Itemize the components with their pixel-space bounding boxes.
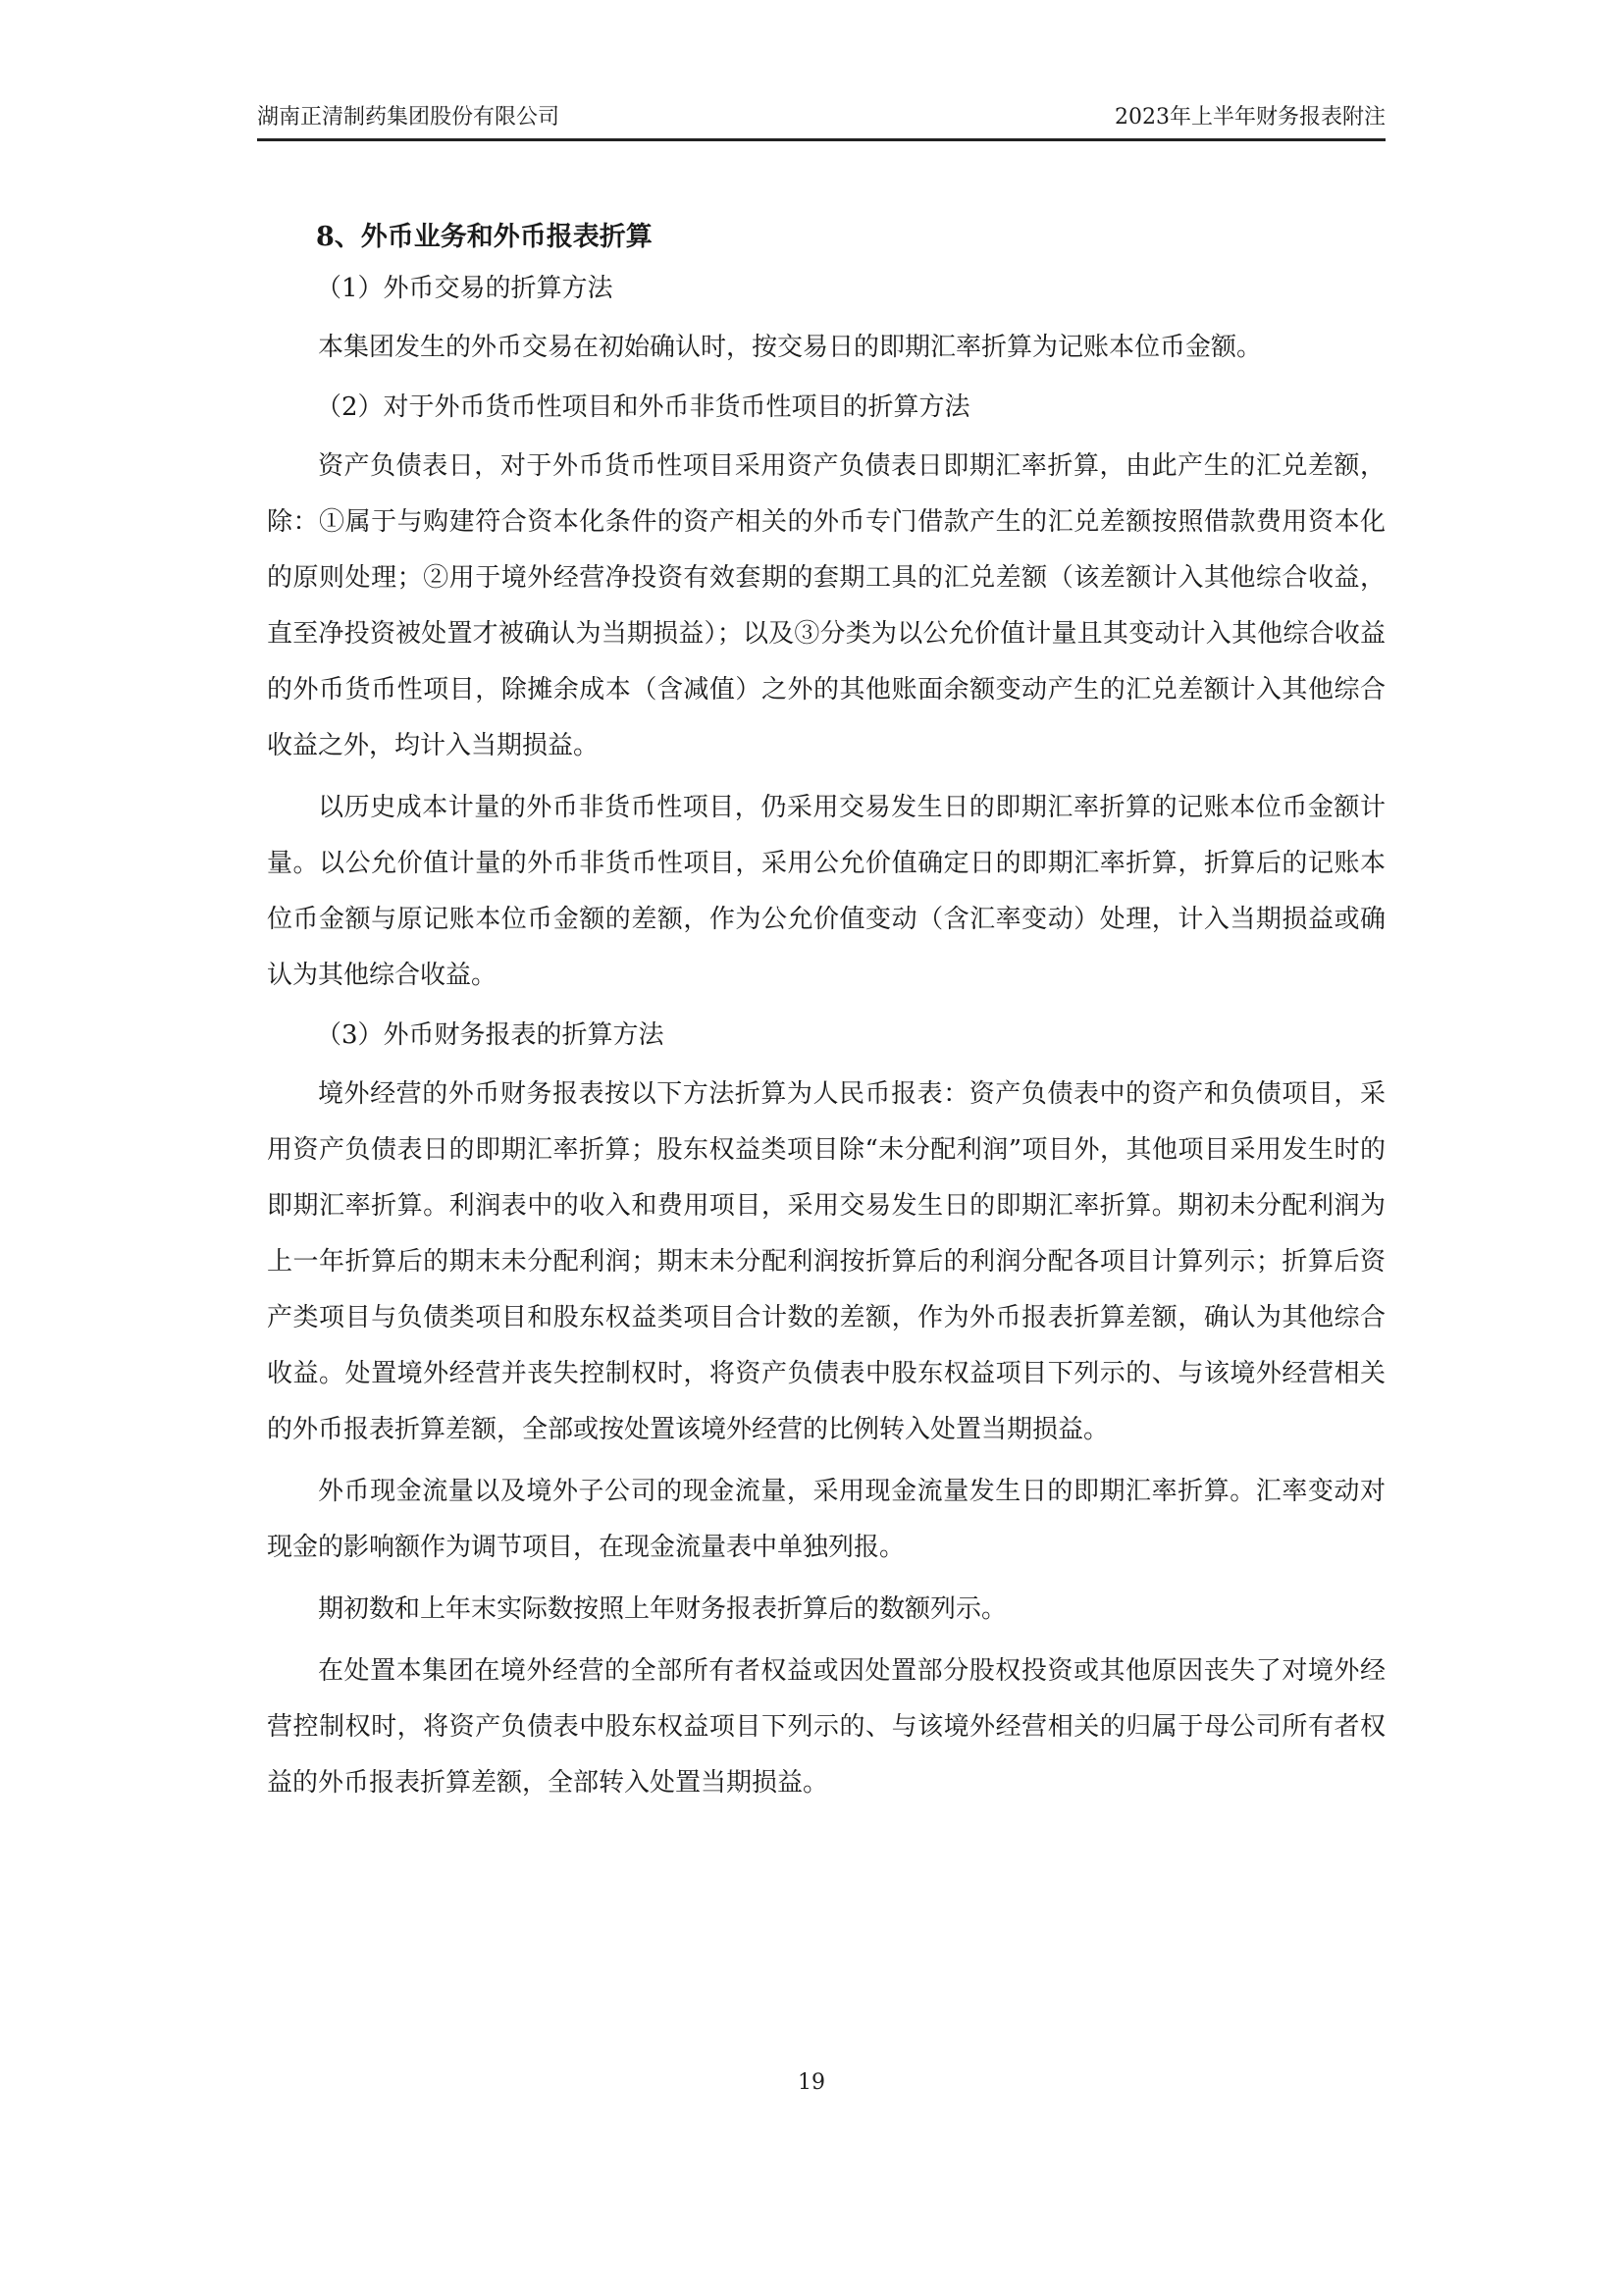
section-title: 8、外币业务和外币报表折算 — [316, 222, 653, 252]
paragraph: 以历史成本计量的外币非货币性项目，仍采用交易发生日的即期汇率折算的记账本位币金额计量。以公允价值计量的外币非货币性项目，采用公允价值确定日的即期汇率折算，折算后的记账本位币金额与原记账本位币金额的差额，作为公允价值变动（含汇率变动）处理，计入当期损益或确认为其他综合收益。 — [267, 793, 1386, 990]
subheading-3: （3）外币财务报表的折算方法 — [316, 1020, 664, 1050]
report-title: 2023年上半年财务报表附注 — [1115, 105, 1386, 130]
paragraph: 资产负债表日，对于外币货币性项目采用资产负债表日即期汇率折算，由此产生的汇兑差额，除：①属于与购建符合资本化条件的资产相关的外币专门借款产生的汇兑差额按照借款费用资本化的原则处理；②用于境外经营净投资有效套期的套期工具的汇兑差额（该差额计入其他综合收益，直至净投资被处置才被确认为当期损益）；以及③分类为以公允价值计量且其变动计入其他综合收益的外币货币性项目，除摊余成本（含减值）之外的其他账面余额变动产生的汇兑差额计入其他综合收益之外，均计入当期损益。 — [267, 451, 1386, 760]
paragraph: 期初数和上年末实际数按照上年财务报表折算后的数额列示。 — [318, 1594, 1008, 1624]
document-body — [267, 206, 1386, 1817]
paragraph: 外币现金流量以及境外子公司的现金流量，采用现金流量发生日的即期汇率折算。汇率变动对现金的影响额作为调节项目，在现金流量表中单独列报。 — [267, 1477, 1386, 1562]
paragraph: 在处置本集团在境外经营的全部所有者权益或因处置部分股权投资或其他原因丧失了对境外经营控制权时，将资产负债表中股东权益项目下列示的、与该境外经营相关的归属于母公司所有者权益的外币报表折算差额，全部转入处置当期损益。 — [267, 1656, 1386, 1798]
paragraph: 境外经营的外币财务报表按以下方法折算为人民币报表：资产负债表中的资产和负债项目，采用资产负债表日的即期汇率折算；股东权益类项目除“未分配利润”项目外，其他项目采用发生时的即期汇率折算。利润表中的收入和费用项目，采用交易发生日的即期汇率折算。期初未分配利润为上一年折算后的期末未分配利润；期末未分配利润按折算后的利润分配各项目计算列示；折算后资产类项目与负债类项目和股东权益类项目合计数的差额，作为外币报表折算差额，确认为其他综合收益。处置境外经营并丧失控制权时，将资产负债表中股东权益项目下列示的、与该境外经营相关的外币报表折算差额，全部或按处置该境外经营的比例转入处置当期损益。 — [267, 1079, 1386, 1444]
subheading-2: （2）对于外币货币性项目和外币非货币性项目的折算方法 — [316, 392, 970, 422]
paragraph: 本集团发生的外币交易在初始确认时，按交易日的即期汇率折算为记账本位币金额。 — [318, 333, 1263, 362]
header-divider — [257, 138, 1386, 141]
subheading-1: （1）外币交易的折算方法 — [316, 274, 613, 303]
page-number: 19 — [798, 2070, 825, 2095]
company-name: 湖南正清制药集团股份有限公司 — [257, 105, 560, 130]
page-header — [257, 98, 1386, 137]
